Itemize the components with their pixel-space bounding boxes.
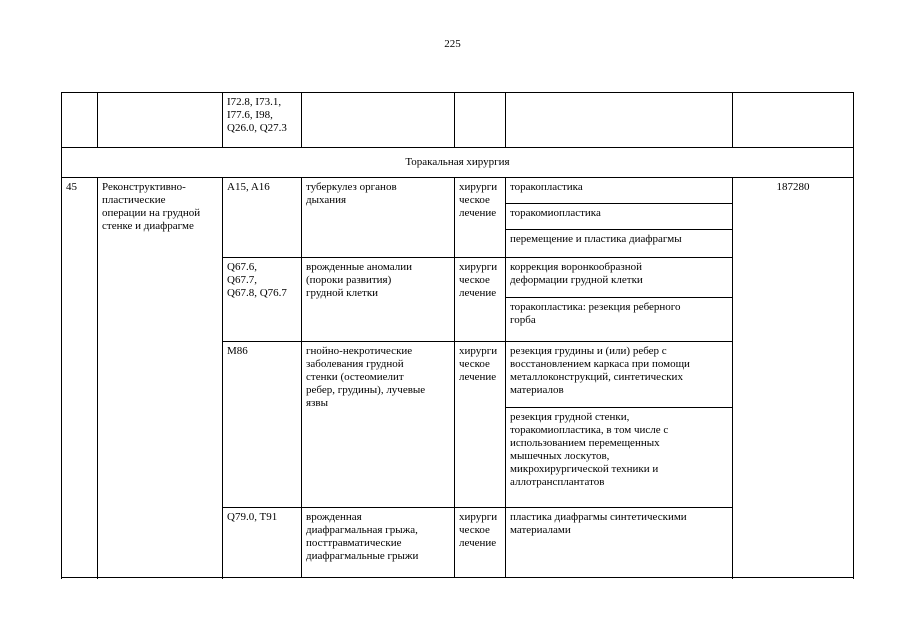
group-codes: M86 bbox=[223, 342, 302, 508]
cell-codes: I72.8, I73.1, I77.6, I98, Q26.0, Q27.3 bbox=[223, 93, 302, 148]
group-treatment: хирурги ческое лечение bbox=[455, 178, 506, 258]
group-treatment: хирурги ческое лечение bbox=[455, 258, 506, 342]
group-codes: Q67.6, Q67.7, Q67.8, Q76.7 bbox=[223, 258, 302, 342]
cell-number-empty bbox=[62, 93, 98, 148]
method-cell: резекция грудины и (или) ребер с восстановлением каркаса при помощи металлоконструкций, синтетических материалов bbox=[506, 342, 733, 408]
entry-name: Реконструктивно- пластические операции на грудной стенке и диафрагме bbox=[98, 178, 223, 578]
method-cell: резекция грудной стенки, торакомиопластика, в том числе с использованием перемещенных мышечных лоскутов, микрохирургической техники и аллотрансплантатов bbox=[506, 408, 733, 508]
cell-name-empty bbox=[98, 93, 223, 148]
table-row bbox=[62, 178, 854, 204]
group-codes: A15, A16 bbox=[223, 178, 302, 258]
method-cell: коррекция воронкообразной деформации грудной клетки bbox=[506, 258, 733, 298]
group-codes: Q79.0, T91 bbox=[223, 508, 302, 578]
group-treatment: хирурги ческое лечение bbox=[455, 342, 506, 508]
entry-number: 45 bbox=[62, 178, 98, 578]
group-disease: врожденная диафрагмальная грыжа, посттравматические диафрагмальные грыжи bbox=[302, 508, 455, 578]
continuation-row bbox=[62, 93, 854, 148]
group-disease: туберкулез органов дыхания bbox=[302, 178, 455, 258]
group-disease: гнойно-некротические заболевания грудной стенки (остеомиелит ребер, грудины), лучевые язвы bbox=[302, 342, 455, 508]
method-cell: торакопластика bbox=[506, 178, 733, 204]
cell-method-empty bbox=[506, 93, 733, 148]
method-cell: торакопластика: резекция реберного горба bbox=[506, 298, 733, 342]
entry-price: 187280 bbox=[733, 178, 854, 578]
cell-disease-empty bbox=[302, 93, 455, 148]
page-number: 225 bbox=[444, 38, 461, 50]
method-cell: перемещение и пластика диафрагмы bbox=[506, 230, 733, 258]
cell-price-empty bbox=[733, 93, 854, 148]
cell-treatment-empty bbox=[455, 93, 506, 148]
group-treatment: хирурги ческое лечение bbox=[455, 508, 506, 578]
procedures-table bbox=[61, 92, 854, 578]
group-disease: врожденные аномалии (пороки развития) грудной клетки bbox=[302, 258, 455, 342]
method-cell: торакомиопластика bbox=[506, 204, 733, 230]
method-cell: пластика диафрагмы синтетическими материалами bbox=[506, 508, 733, 578]
section-row bbox=[62, 148, 854, 178]
section-title: Торакальная хирургия bbox=[62, 148, 854, 178]
